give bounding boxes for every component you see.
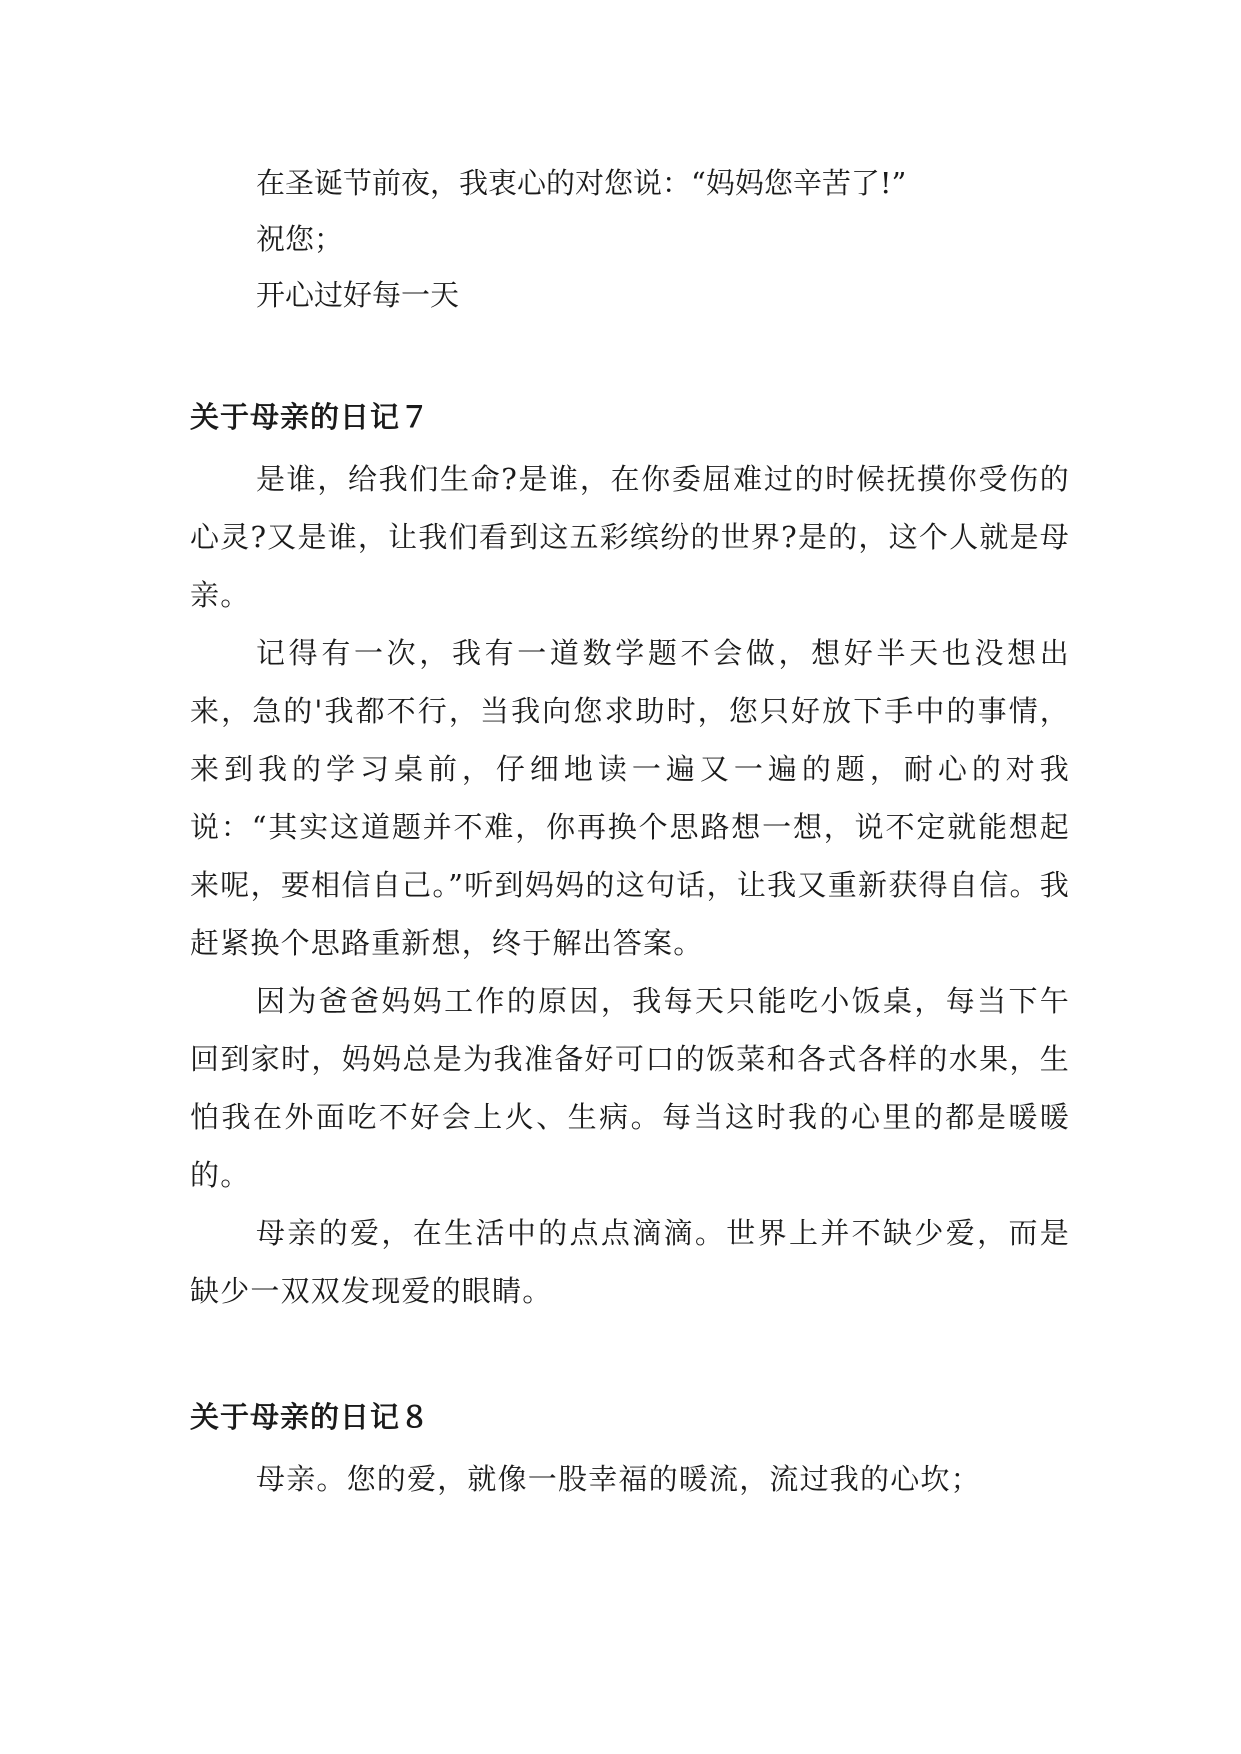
section7-paragraph-4: 母亲的爱，在生活中的点点滴滴。世界上并不缺少爱，而是缺少一双双发现爱的眼睛。 <box>190 1216 1070 1308</box>
spacer <box>190 1320 1070 1394</box>
section-heading-8: 关于母亲的日记８ <box>190 1400 431 1434</box>
intro-line-1: 在圣诞节前夜，我衷心的对您说：“妈妈您辛苦了!” <box>256 166 907 200</box>
spacer <box>190 318 1070 394</box>
section8-paragraph-1: 母亲。您的爱，就像一股幸福的暖流，流过我的心坎； <box>256 1462 981 1496</box>
section7-paragraph-3: 因为爸爸妈妈工作的原因，我每天只能吃小饭桌，每当下午回到家时，妈妈总是为我准备好可口的饭菜和各式各样的水果，生怕我在外面吃不好会上火、生病。每当这时我的心里的都是暖暖的。 <box>190 984 1070 1192</box>
intro-line-3: 开心过好每一天 <box>256 278 460 312</box>
intro-line-2: 祝您； <box>256 222 344 256</box>
section7-paragraph-2: 记得有一次，我有一道数学题不会做，想好半天也没想出来，急的'我都不行，当我向您求助时，您只好放下手中的事情，来到我的学习桌前，仔细地读一遍又一遍的题，耐心的对我说：“其实这道题并不难，你再换个思路想一想，说不定就能想起来呢，要相信自己。”听到妈妈的这句话，让我又重新获得自信。我赶紧换个思路重新想，终于解出答案。 <box>190 636 1070 960</box>
section7-paragraph-1: 是谁，给我们生命?是谁，在你委屈难过的时候抚摸你受伤的心灵?又是谁，让我们看到这五彩缤纷的世界?是的，这个人就是母亲。 <box>190 462 1070 612</box>
section-heading-7: 关于母亲的日记７ <box>190 400 431 434</box>
document-body <box>190 160 1070 1508</box>
